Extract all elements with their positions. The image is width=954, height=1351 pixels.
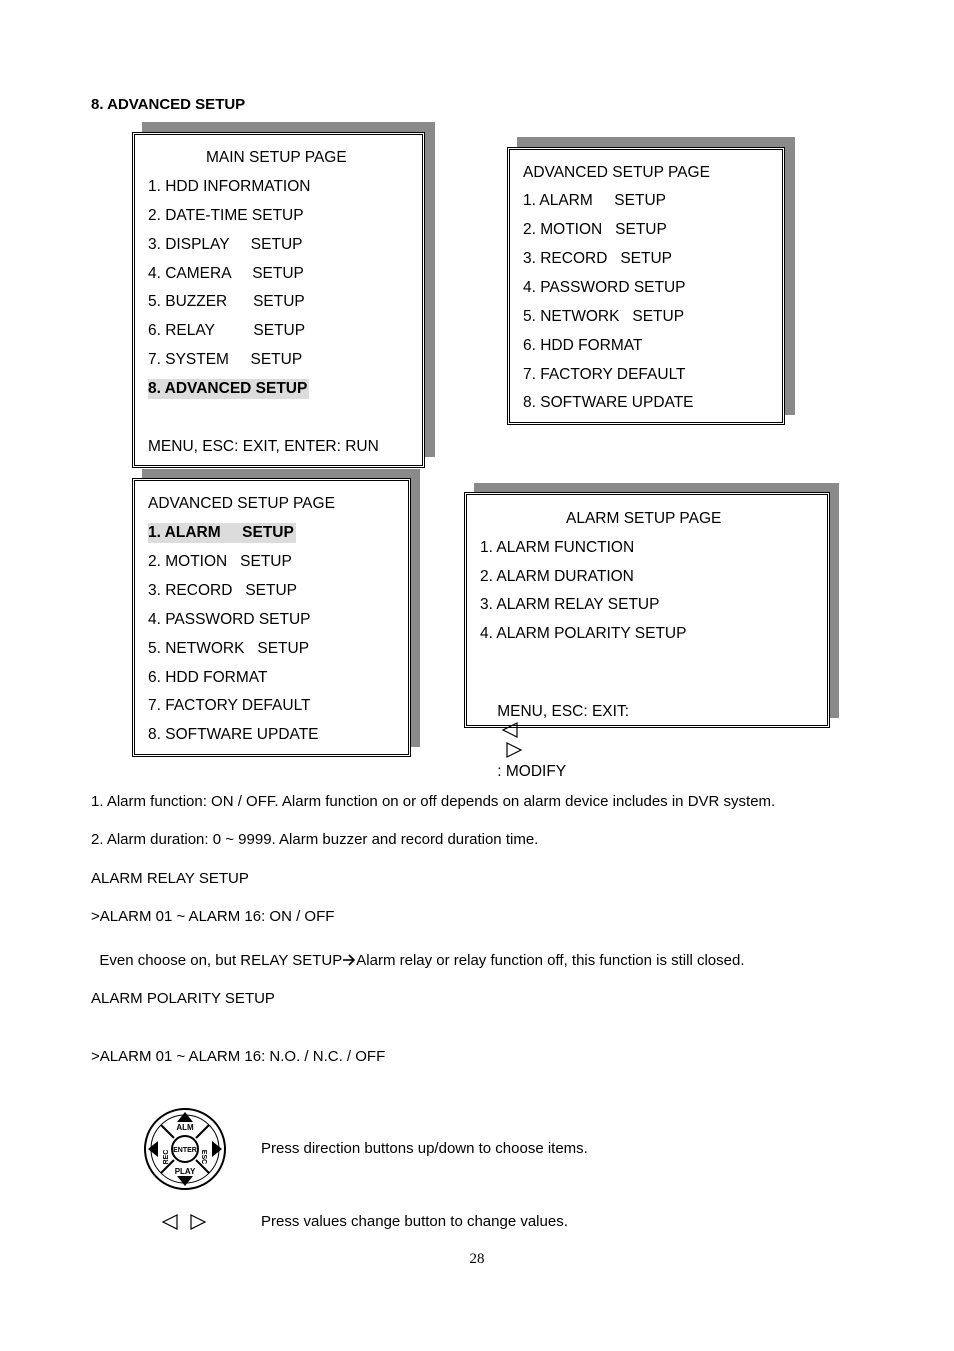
advanced-setup-a-item[interactable]: 3. RECORD SETUP [523,250,672,267]
body-paragraph-part: Alarm relay or relay function off, this function is still closed. [356,952,745,969]
advanced-setup-b-item[interactable]: 3. RECORD SETUP [148,582,297,599]
alarm-setup-item[interactable]: 4. ALARM POLARITY SETUP [480,625,687,642]
alarm-setup-title: ALARM SETUP PAGE [566,510,722,527]
advanced-setup-a-title: ADVANCED SETUP PAGE [523,164,710,181]
advanced-setup-a-item[interactable]: 5. NETWORK SETUP [523,308,685,325]
body-paragraph: ALARM RELAY SETUP [91,870,249,887]
advanced-setup-b-item[interactable]: 8. SOFTWARE UPDATE [148,726,319,743]
pad-center-label: ENTER [173,1147,197,1154]
left-triangle-icon [161,1214,179,1230]
alarm-setup-footer-suffix: : MODIFY [497,763,567,780]
main-setup-item[interactable]: 5. BUZZER SETUP [148,293,305,310]
right-triangle-icon [189,1214,207,1230]
alarm-setup-item[interactable]: 2. ALARM DURATION [480,568,634,585]
main-setup-item-selected[interactable]: 8. ADVANCED SETUP [148,380,308,397]
pad-left-label: REC [163,1149,170,1165]
advanced-setup-b-title: ADVANCED SETUP PAGE [148,495,335,512]
page-number: 28 [469,1251,485,1267]
main-setup-box [132,132,425,468]
main-setup-title: MAIN SETUP PAGE [206,149,347,166]
main-setup-item[interactable]: 2. DATE-TIME SETUP [148,207,304,224]
advanced-setup-b-item[interactable]: 5. NETWORK SETUP [148,640,310,657]
right-arrow-icon [342,954,356,966]
body-paragraph: ALARM POLARITY SETUP [91,990,275,1007]
alarm-setup-footer-prefix: MENU, ESC: EXIT: [497,703,634,720]
pad-up-label: ALM [176,1123,194,1132]
right-triangle-icon [505,742,523,758]
direction-pad-icon [143,1106,227,1192]
section-heading: 8. ADVANCED SETUP [91,96,246,113]
direction-legend-text: Press direction buttons up/down to choose items. [261,1140,588,1157]
advanced-setup-a-item[interactable]: 8. SOFTWARE UPDATE [523,394,694,411]
alarm-setup-item[interactable]: 3. ALARM RELAY SETUP [480,596,660,613]
body-paragraph: >ALARM 01 ~ ALARM 16: N.O. / N.C. / OFF [91,1048,386,1065]
main-setup-item[interactable]: 3. DISPLAY SETUP [148,236,303,253]
advanced-setup-a-item[interactable]: 7. FACTORY DEFAULT [523,366,686,383]
advanced-setup-b-item[interactable]: 4. PASSWORD SETUP [148,611,311,628]
main-setup-item[interactable]: 4. CAMERA SETUP [148,265,304,282]
alarm-setup-footer [480,682,633,802]
pad-right-label: ESC [200,1149,207,1165]
pad-down-label: PLAY [174,1167,196,1176]
advanced-setup-b-item-selected[interactable]: 1. ALARM SETUP [148,524,294,541]
advanced-setup-a-box [507,147,785,425]
alarm-setup-item[interactable]: 1. ALARM FUNCTION [480,539,635,556]
body-paragraph: 1. Alarm function: ON / OFF. Alarm function on or off depends on alarm device includes in DVR system. [91,793,776,810]
values-legend-text: Press values change button to change values. [261,1213,568,1230]
body-paragraph: 2. Alarm duration: 0 ~ 9999. Alarm buzzer and record duration time. [91,831,539,848]
body-paragraph [91,931,745,971]
advanced-setup-b-box [132,478,411,757]
advanced-setup-a-item[interactable]: 6. HDD FORMAT [523,337,643,354]
body-paragraph-part: Even choose on, but RELAY SETUP [99,952,343,969]
main-setup-footer: MENU, ESC: EXIT, ENTER: RUN [148,438,379,455]
main-setup-item[interactable]: 6. RELAY SETUP [148,322,306,339]
advanced-setup-b-item[interactable]: 7. FACTORY DEFAULT [148,697,311,714]
advanced-setup-a-item[interactable]: 4. PASSWORD SETUP [523,279,686,296]
main-setup-item[interactable]: 7. SYSTEM SETUP [148,351,303,368]
alarm-setup-box [464,492,830,780]
main-setup-item[interactable]: 1. HDD INFORMATION [148,178,311,195]
body-paragraph: >ALARM 01 ~ ALARM 16: ON / OFF [91,908,335,925]
advanced-setup-a-item[interactable]: 1. ALARM SETUP [523,192,666,209]
advanced-setup-a-item[interactable]: 2. MOTION SETUP [523,221,667,238]
advanced-setup-b-item[interactable]: 2. MOTION SETUP [148,553,292,570]
advanced-setup-b-item[interactable]: 6. HDD FORMAT [148,669,268,686]
left-triangle-icon [501,722,519,738]
